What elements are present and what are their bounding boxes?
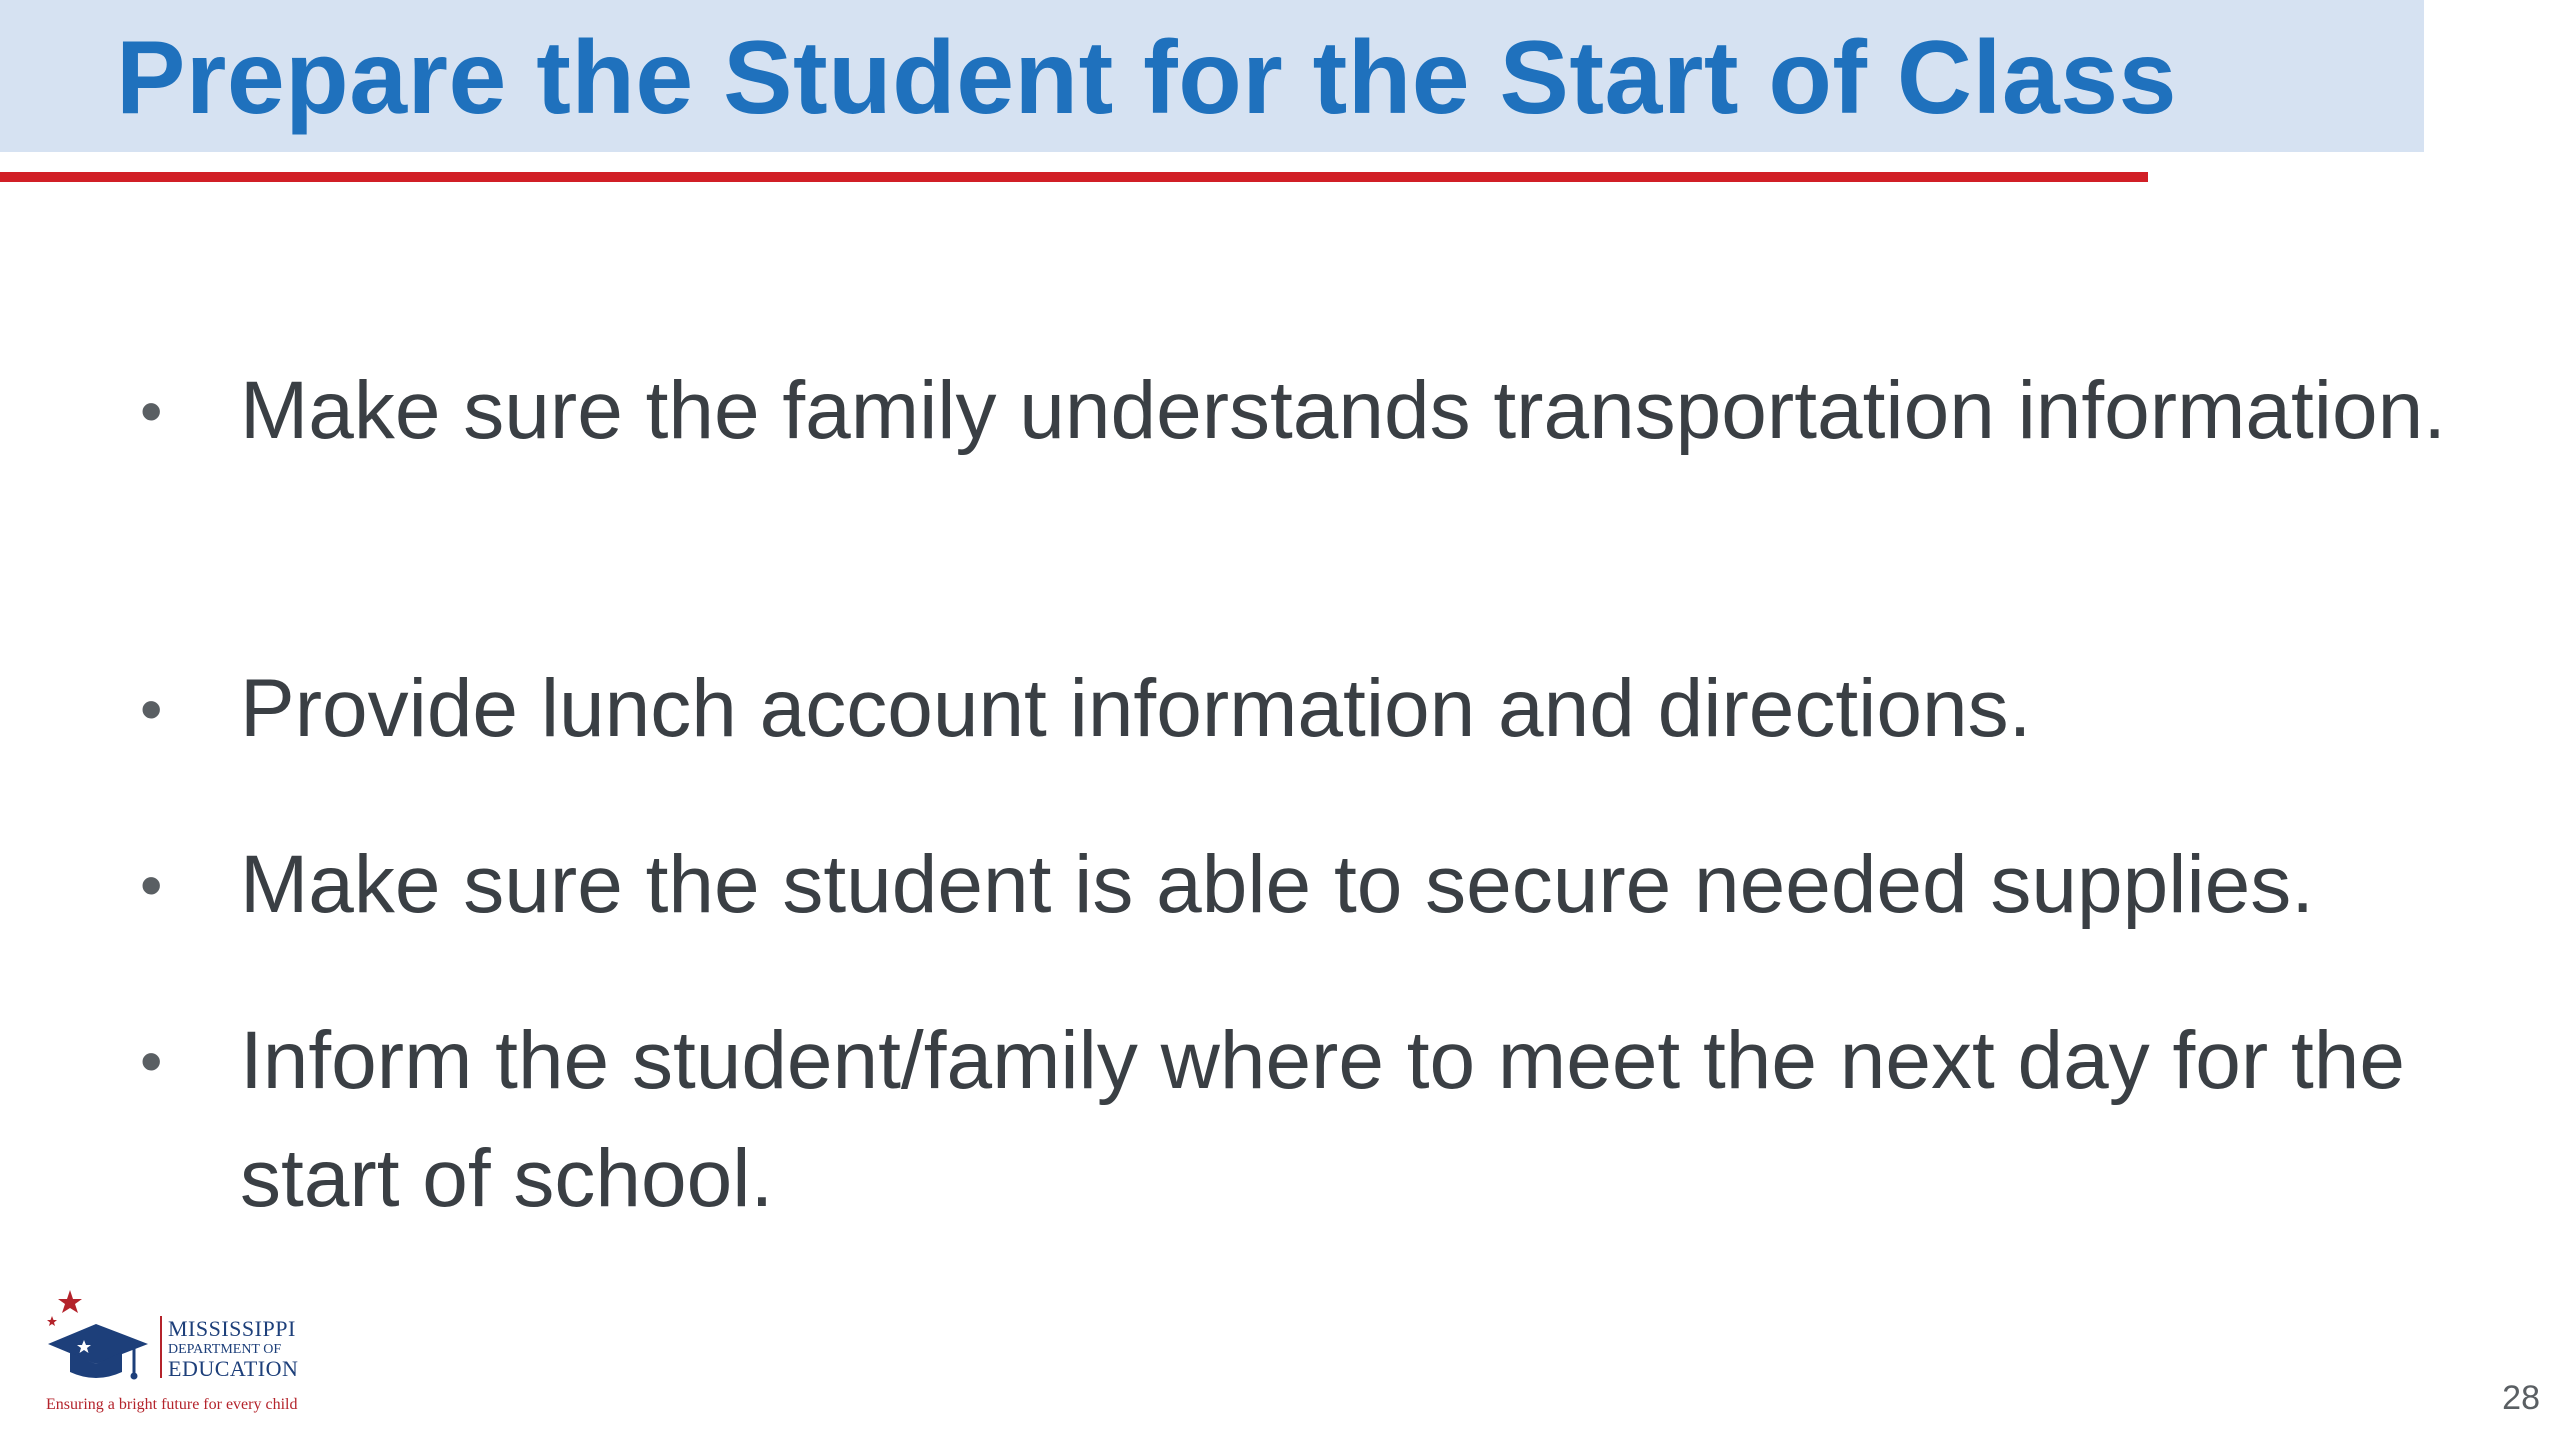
bullet-text: Provide lunch account information and directions. (240, 663, 2032, 754)
bullet-dot-icon: • (140, 673, 163, 745)
logo-text-mississippi: MISSISSIPPI (168, 1316, 296, 1341)
mde-logo (44, 1288, 334, 1428)
bullet-dot-icon: • (140, 849, 163, 921)
bullet-text: Make sure the student is able to secure needed supplies. (240, 839, 2315, 930)
logo-tagline: Ensuring a bright future for every child (46, 1396, 298, 1413)
bullet-text: Inform the student/family where to meet the next day for the start of school. (240, 1015, 2405, 1224)
logo-divider (160, 1316, 162, 1378)
bullet-dot-icon: • (140, 1025, 163, 1097)
logo-text-department: DEPARTMENT OF (168, 1342, 282, 1357)
bullet-dot-icon: • (140, 375, 163, 447)
slide-title: Prepare the Student for the Start of Class (116, 20, 2177, 136)
logo-text-education: EDUCATION (168, 1356, 299, 1381)
title-underline-rule (0, 172, 2148, 182)
bullet-text: Make sure the family understands transportation information. (240, 365, 2446, 456)
graduation-cap-star-icon (44, 1288, 156, 1388)
page-number: 28 (2502, 1379, 2540, 1417)
